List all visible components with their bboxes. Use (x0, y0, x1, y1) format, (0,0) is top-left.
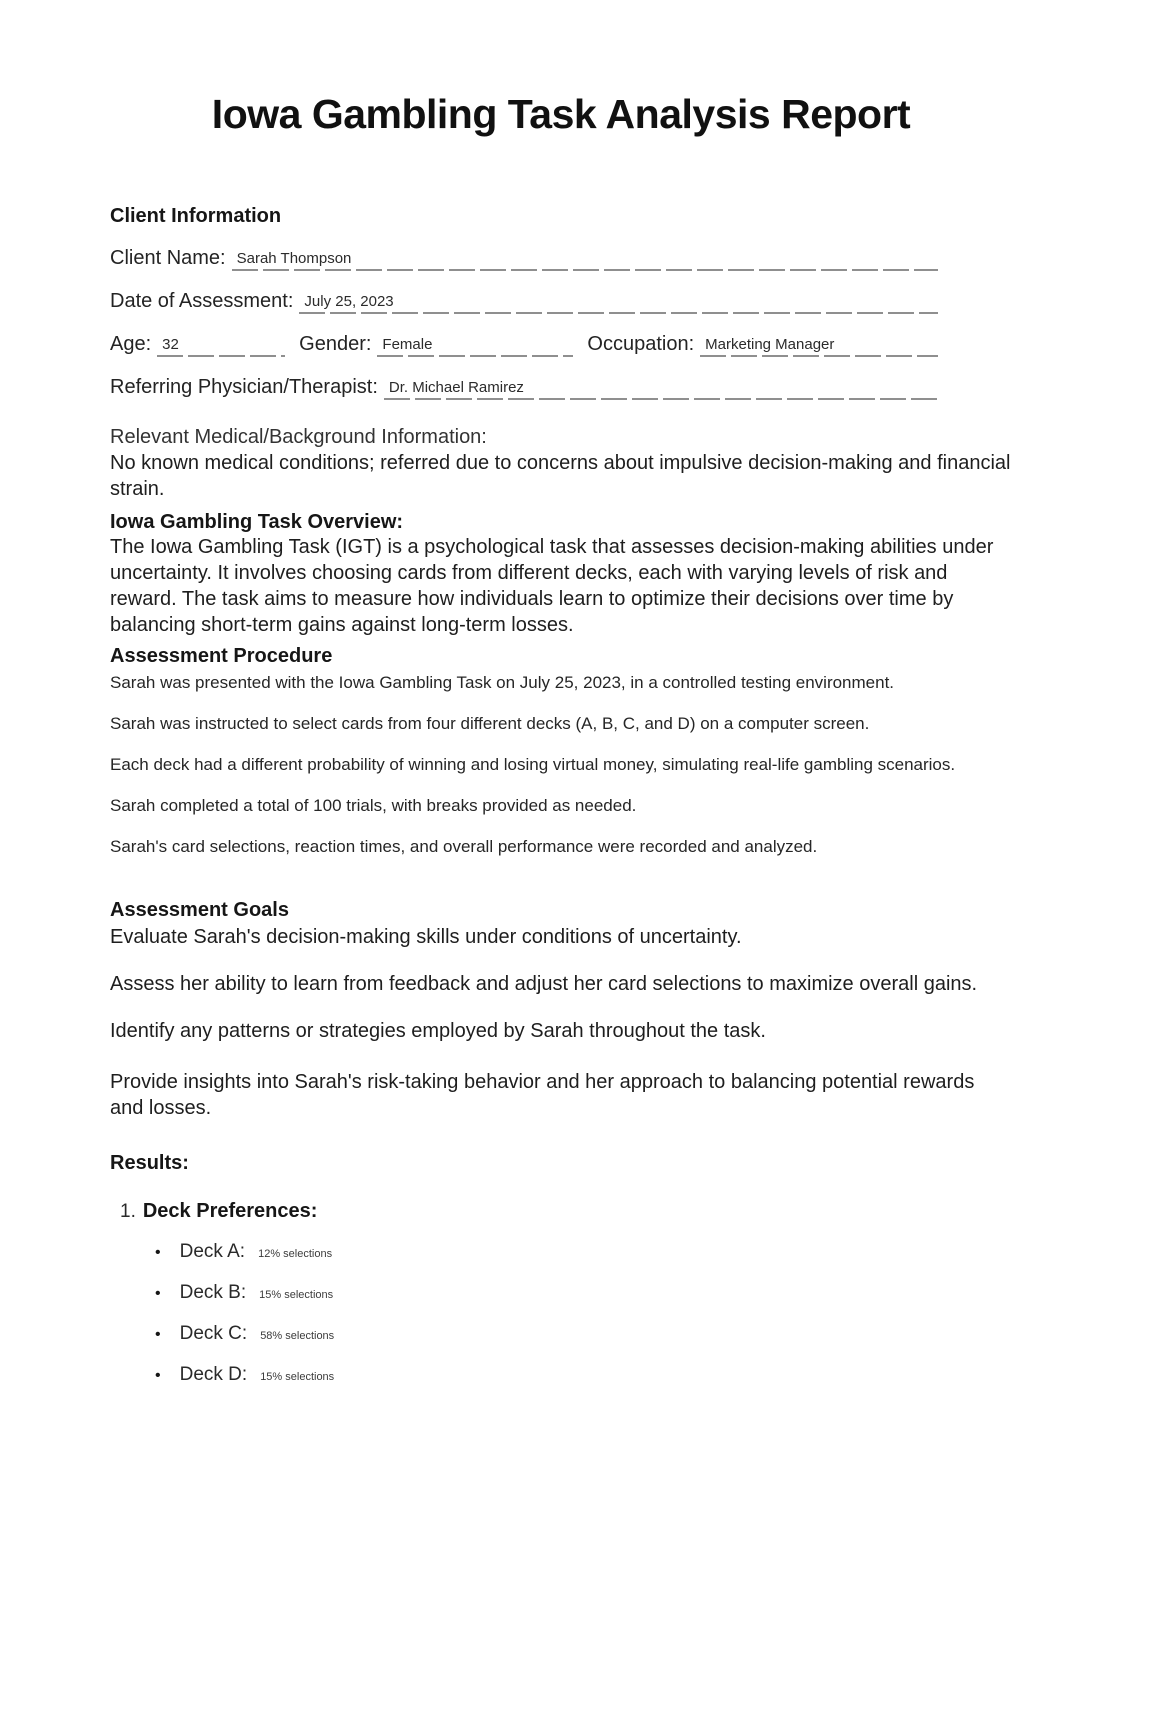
goal-item: Evaluate Sarah's decision-making skills under conditions of uncertainty. (110, 926, 742, 948)
procedure-step: Sarah's card selections, reaction times, and overall performance were recorded and analyzed. (110, 837, 818, 856)
procedure-step: Sarah was presented with the Iowa Gambling Task on July 25, 2023, in a controlled testing environment. (110, 673, 895, 692)
report-content (110, 90, 1012, 1387)
client-name-field[interactable]: Sarah Thompson (232, 249, 938, 271)
deck-preferences-list (110, 1240, 1012, 1387)
assessment-date-label: Date of Assessment: (110, 290, 294, 312)
goal-item: Provide insights into Sarah's risk-taking behavior and her approach to balancing potential rewards and losses. (110, 1071, 975, 1119)
deck-b-label: Deck B: (179, 1282, 247, 1303)
referring-physician-field[interactable]: Dr. Michael Ramirez (384, 378, 938, 400)
list-item (110, 1363, 1012, 1387)
deck-c-label: Deck C: (179, 1323, 248, 1344)
deck-preferences-item (110, 1199, 1012, 1223)
age-gender-occupation-row (110, 329, 938, 357)
gender-label: Gender: (299, 333, 372, 355)
bullet-icon: • (155, 1326, 161, 1343)
age-field[interactable]: 32 (157, 335, 285, 357)
deck-d-value: 15% selections (260, 1371, 335, 1383)
report-page (0, 90, 1176, 1720)
igt-overview-text: The Iowa Gambling Task (IGT) is a psychological task that assesses decision-making abilities under uncertainty. It involves choosing cards from different decks, each with varying levels of risk and reward. The task aims to measure how individuals learn to optimize their decisions over time by balancing short-term gains against long-term losses. (110, 536, 994, 636)
assessment-date-row (110, 286, 938, 314)
igt-overview-heading: Iowa Gambling Task Overview: (110, 511, 404, 533)
procedure-step: Sarah was instructed to select cards from four different decks (A, B, C, and D) on a computer screen. (110, 714, 870, 733)
medical-info-text: No known medical conditions; referred due to concerns about impulsive decision-making and financial strain. (110, 452, 1011, 500)
occupation-label: Occupation: (587, 333, 695, 355)
referring-physician-row (110, 372, 938, 400)
results-heading: Results: (110, 1152, 189, 1174)
deck-d-label: Deck D: (179, 1364, 248, 1385)
list-item (110, 1240, 1012, 1264)
list-item (110, 1281, 1012, 1305)
goal-item: Assess her ability to learn from feedback and adjust her card selections to maximize overall gains. (110, 973, 978, 995)
bullet-icon: • (155, 1285, 161, 1302)
medical-info-label: Relevant Medical/Background Information: (110, 426, 487, 448)
goal-item: Identify any patterns or strategies employed by Sarah throughout the task. (110, 1020, 766, 1042)
procedure-step: Each deck had a different probability of winning and losing virtual money, simulating real-life gambling scenarios. (110, 755, 956, 774)
procedure-step: Sarah completed a total of 100 trials, with breaks provided as needed. (110, 796, 637, 815)
gender-field[interactable]: Female (377, 335, 573, 357)
deck-c-value: 58% selections (260, 1330, 335, 1342)
deck-preferences-heading: Deck Preferences: (142, 1200, 318, 1222)
client-name-row (110, 243, 938, 271)
deck-a-value: 12% selections (258, 1248, 333, 1260)
referring-physician-label: Referring Physician/Therapist: (110, 376, 378, 398)
client-name-label: Client Name: (110, 247, 226, 269)
occupation-field[interactable]: Marketing Manager (700, 335, 938, 357)
deck-b-value: 15% selections (259, 1289, 334, 1301)
client-information-heading: Client Information (110, 205, 282, 227)
list-item-number: 1. (120, 1201, 136, 1222)
list-item (110, 1322, 1012, 1346)
assessment-procedure-heading: Assessment Procedure (110, 645, 333, 667)
page-title: Iowa Gambling Task Analysis Report (211, 91, 911, 137)
assessment-goals-heading: Assessment Goals (110, 899, 289, 921)
assessment-date-field[interactable]: July 25, 2023 (299, 292, 938, 314)
bullet-icon: • (155, 1244, 161, 1261)
age-label: Age: (110, 333, 152, 355)
bullet-icon: • (155, 1367, 161, 1384)
deck-a-label: Deck A: (179, 1241, 246, 1262)
